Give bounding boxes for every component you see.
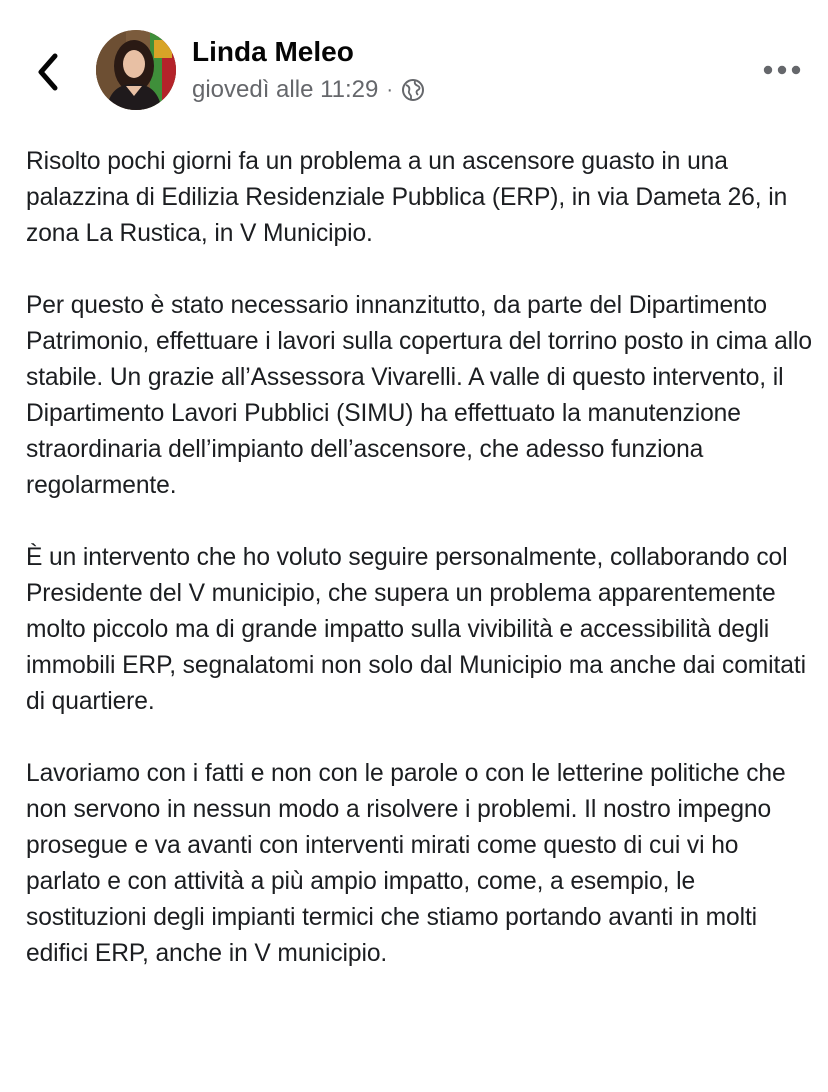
back-button[interactable] bbox=[26, 44, 70, 100]
post-timestamp[interactable]: giovedì alle 11:29 bbox=[192, 76, 379, 103]
post-paragraph: Risolto pochi giorni fa un problema a un ascensore guasto in una palazzina di Edilizia Residenziale Pubblica (ERP), in via Dameta 26, in zona La Rustica, in V Municipio. bbox=[26, 148, 788, 247]
avatar[interactable] bbox=[96, 30, 176, 110]
post-body bbox=[26, 144, 816, 1008]
post-paragraph: È un intervento che ho voluto seguire personalmente, collaborando col Presidente del V municipio, che supera un problema apparentemente molto piccolo ma di grande impatto sulla vivibilità e accessibilità degli immobili ERP, segnalatomi non solo dal Municipio ma anche dai comitati di quartiere. bbox=[26, 544, 806, 715]
post-meta bbox=[192, 74, 425, 106]
globe-icon bbox=[401, 78, 425, 102]
post-header bbox=[0, 0, 828, 140]
post-paragraph: Per questo è stato necessario innanzitutto, da parte del Dipartimento Patrimonio, effettuare i lavori sulla copertura del torrino posto in cima allo stabile. Un grazie all’Assessora Vivarelli. A valle di questo intervento, il Dipartimento Lavori Pubblici (SIMU) ha effettuato la manutenzione straordinaria dell’impianto dell’ascensore, che adesso funziona regolarmente. bbox=[26, 292, 812, 499]
meta-separator: · bbox=[386, 79, 394, 101]
author-name[interactable]: Linda Meleo bbox=[192, 36, 354, 67]
post-paragraph: Lavoriamo con i fatti e non con le parole o con le letterine politiche che non servono in nessun modo a risolvere i problemi. Il nostro impegno prosegue e va avanti con interventi mirati come questo di cui vi ho parlato e con attività a più ampio impatto, come, a esempio, le sostituzioni degli impianti termici che stiamo portando avanti in molti edifici ERP, anche in V municipio. bbox=[26, 760, 786, 967]
chevron-left-icon bbox=[35, 52, 61, 92]
more-horizontal-icon bbox=[763, 65, 801, 75]
more-options-button[interactable] bbox=[758, 52, 806, 88]
